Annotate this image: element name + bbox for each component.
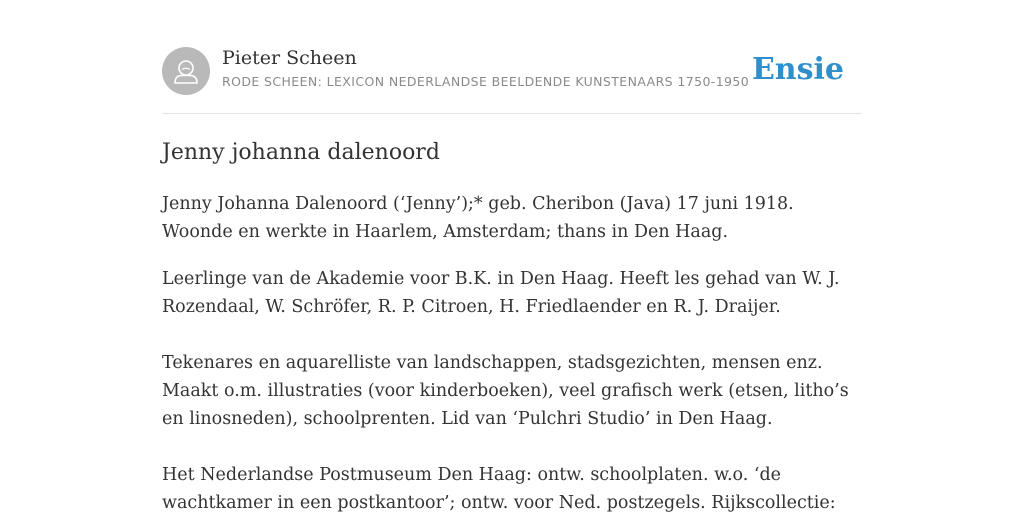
ensie-logo[interactable]: Ensie — [751, 52, 844, 87]
header-divider — [162, 113, 862, 114]
page-title: Jenny johanna dalenoord — [162, 140, 440, 165]
article-paragraph: Jenny Johanna Dalenoord (‘Jenny’);* geb. Cheribon (Java) 17 juni 1918. Woonde en werkte in Haarlem, Amsterdam; thans in Den Haag. — [162, 194, 794, 242]
author-name[interactable]: Pieter Scheen — [222, 47, 357, 69]
author-header — [162, 46, 862, 96]
article-paragraph: Tekenares en aquarelliste van landschappen, stadsgezichten, mensen enz. Maakt o.m. illustraties (voor kinderboeken), veel grafisch werk (etsen, litho’s en linosneden), schoolprenten. Lid van ‘Pulchri Studio’ in Den Haag. — [162, 353, 849, 429]
article-paragraph: Het Nederlandse Postmuseum Den Haag: ontw. schoolplaten. w.o. ‘de wachtkamer in een postkantoor’; ontw. voor Ned. postzegels. Rijkscollectie: — [162, 465, 836, 512]
user-placeholder-icon — [162, 47, 210, 95]
source-title[interactable]: RODE SCHEEN: LEXICON NEDERLANDSE BEELDENDE KUNSTENAARS 1750-1950 — [222, 74, 750, 89]
author-avatar[interactable] — [162, 47, 210, 95]
article-paragraph: Leerlinge van de Akademie voor B.K. in Den Haag. Heeft les gehad van W. J. Rozendaal, W. Schröfer, R. P. Citroen, H. Friedlaender en R. J. Draijer. — [162, 269, 840, 317]
